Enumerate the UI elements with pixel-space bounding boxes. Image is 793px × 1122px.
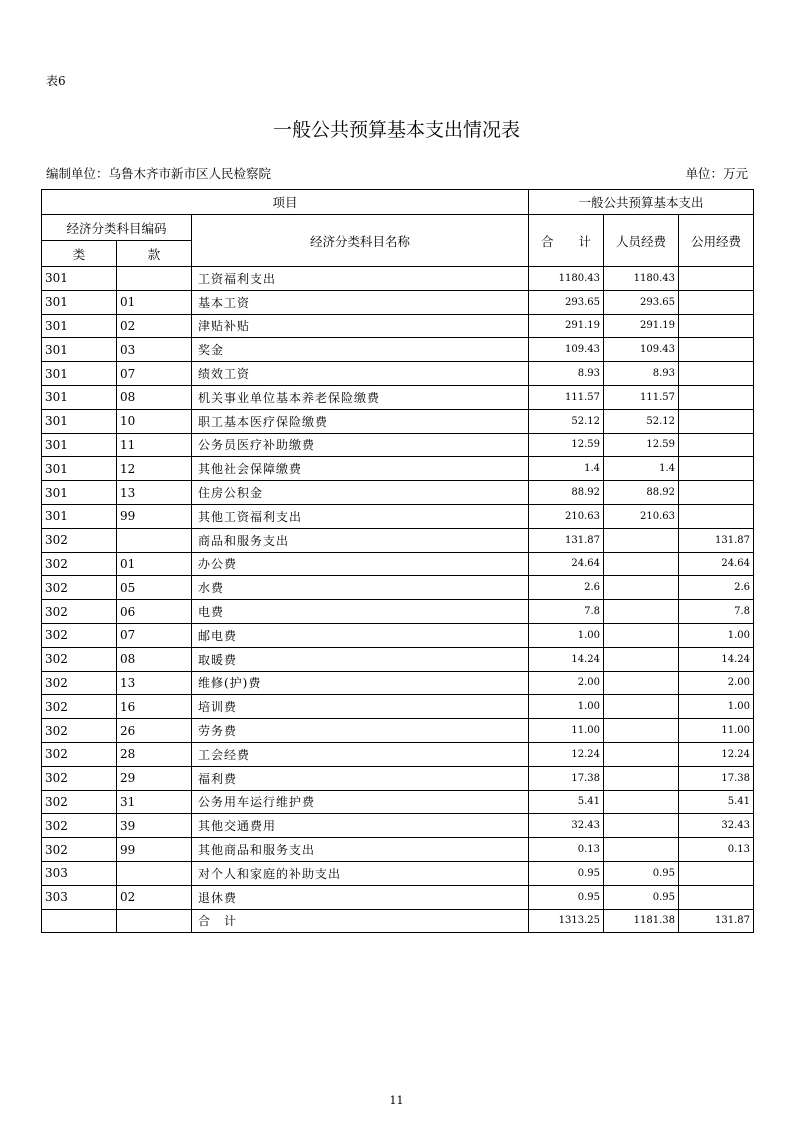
table-row bbox=[42, 481, 754, 505]
item-cell: 01 bbox=[117, 552, 192, 576]
public-cell bbox=[679, 409, 754, 433]
item-cell: 13 bbox=[117, 481, 192, 505]
item-cell: 08 bbox=[117, 385, 192, 409]
personnel-cell: 109.43 bbox=[604, 338, 679, 362]
personnel-cell: 88.92 bbox=[604, 481, 679, 505]
header-category: 类 bbox=[42, 241, 117, 267]
public-cell: 0.13 bbox=[679, 838, 754, 862]
personnel-cell: 1180.43 bbox=[604, 267, 679, 291]
total-cell: 109.43 bbox=[529, 338, 604, 362]
personnel-cell: 293.65 bbox=[604, 290, 679, 314]
econ-name-cell: 福利费 bbox=[192, 766, 529, 790]
public-cell bbox=[679, 267, 754, 291]
econ-name-cell: 培训费 bbox=[192, 695, 529, 719]
public-cell: 24.64 bbox=[679, 552, 754, 576]
econ-name-cell: 其他商品和服务支出 bbox=[192, 838, 529, 862]
personnel-cell bbox=[604, 742, 679, 766]
category-cell: 301 bbox=[42, 457, 117, 481]
public-cell bbox=[679, 457, 754, 481]
category-cell: 302 bbox=[42, 790, 117, 814]
personnel-cell: 0.95 bbox=[604, 861, 679, 885]
personnel-cell: 52.12 bbox=[604, 409, 679, 433]
category-cell: 301 bbox=[42, 385, 117, 409]
public-cell bbox=[679, 885, 754, 909]
personnel-cell: 1181.38 bbox=[604, 909, 679, 933]
item-cell: 06 bbox=[117, 600, 192, 624]
public-cell bbox=[679, 481, 754, 505]
category-cell: 302 bbox=[42, 742, 117, 766]
personnel-cell: 111.57 bbox=[604, 385, 679, 409]
total-cell: 2.6 bbox=[529, 576, 604, 600]
total-cell: 2.00 bbox=[529, 671, 604, 695]
category-cell: 301 bbox=[42, 481, 117, 505]
expenditure-table bbox=[41, 189, 754, 933]
table-row bbox=[42, 504, 754, 528]
item-cell: 31 bbox=[117, 790, 192, 814]
table-row bbox=[42, 695, 754, 719]
table-row bbox=[42, 766, 754, 790]
econ-name-cell: 取暖费 bbox=[192, 647, 529, 671]
total-cell: 17.38 bbox=[529, 766, 604, 790]
econ-name-cell: 劳务费 bbox=[192, 719, 529, 743]
public-cell: 5.41 bbox=[679, 790, 754, 814]
personnel-cell: 8.93 bbox=[604, 362, 679, 386]
econ-name-cell: 维修(护)费 bbox=[192, 671, 529, 695]
public-cell: 2.6 bbox=[679, 576, 754, 600]
econ-name-cell: 其他工资福利支出 bbox=[192, 504, 529, 528]
table-row bbox=[42, 600, 754, 624]
public-cell bbox=[679, 433, 754, 457]
category-cell: 302 bbox=[42, 671, 117, 695]
personnel-cell bbox=[604, 790, 679, 814]
personnel-cell bbox=[604, 766, 679, 790]
category-cell: 302 bbox=[42, 838, 117, 862]
page-title: 一般公共预算基本支出情况表 bbox=[272, 119, 520, 141]
public-cell: 14.24 bbox=[679, 647, 754, 671]
econ-name-cell: 工会经费 bbox=[192, 742, 529, 766]
total-cell: 7.8 bbox=[529, 600, 604, 624]
item-cell: 03 bbox=[117, 338, 192, 362]
public-cell: 1.00 bbox=[679, 695, 754, 719]
econ-name-cell: 其他社会保障缴费 bbox=[192, 457, 529, 481]
econ-name-cell: 其他交通费用 bbox=[192, 814, 529, 838]
public-cell bbox=[679, 338, 754, 362]
category-cell: 302 bbox=[42, 600, 117, 624]
econ-name-cell: 退休费 bbox=[192, 885, 529, 909]
table-row bbox=[42, 290, 754, 314]
item-cell: 16 bbox=[117, 695, 192, 719]
item-cell: 99 bbox=[117, 838, 192, 862]
table-row bbox=[42, 742, 754, 766]
category-cell: 302 bbox=[42, 766, 117, 790]
total-cell: 1.00 bbox=[529, 695, 604, 719]
table-row bbox=[42, 861, 754, 885]
econ-name-cell: 邮电费 bbox=[192, 623, 529, 647]
item-cell: 05 bbox=[117, 576, 192, 600]
category-cell: 301 bbox=[42, 267, 117, 291]
header-personnel: 人员经费 bbox=[604, 215, 679, 267]
category-cell: 302 bbox=[42, 814, 117, 838]
total-cell: 1313.25 bbox=[529, 909, 604, 933]
header-public: 公用经费 bbox=[679, 215, 754, 267]
table-number: 表6 bbox=[46, 74, 66, 88]
total-cell: 210.63 bbox=[529, 504, 604, 528]
public-cell: 1.00 bbox=[679, 623, 754, 647]
personnel-cell bbox=[604, 671, 679, 695]
category-cell: 302 bbox=[42, 528, 117, 552]
header-econ-name: 经济分类科目名称 bbox=[192, 215, 529, 267]
category-cell: 301 bbox=[42, 433, 117, 457]
table-row bbox=[42, 528, 754, 552]
item-cell bbox=[117, 267, 192, 291]
table-row bbox=[42, 647, 754, 671]
item-cell: 12 bbox=[117, 457, 192, 481]
econ-name-cell: 住房公积金 bbox=[192, 481, 529, 505]
table-row bbox=[42, 885, 754, 909]
item-cell: 02 bbox=[117, 314, 192, 338]
table-row bbox=[42, 362, 754, 386]
public-cell bbox=[679, 314, 754, 338]
category-cell: 301 bbox=[42, 504, 117, 528]
econ-name-cell: 公务员医疗补助缴费 bbox=[192, 433, 529, 457]
personnel-cell: 1.4 bbox=[604, 457, 679, 481]
table-row bbox=[42, 814, 754, 838]
compiling-unit: 编制单位：乌鲁木齐市新市区人民检察院 bbox=[46, 166, 272, 181]
public-cell bbox=[679, 504, 754, 528]
item-cell: 02 bbox=[117, 885, 192, 909]
category-cell bbox=[42, 909, 117, 933]
total-cell: 0.95 bbox=[529, 885, 604, 909]
category-cell: 302 bbox=[42, 695, 117, 719]
item-cell: 08 bbox=[117, 647, 192, 671]
page-number: 11 bbox=[389, 1094, 404, 1107]
category-cell: 302 bbox=[42, 623, 117, 647]
econ-name-cell: 办公费 bbox=[192, 552, 529, 576]
category-cell: 303 bbox=[42, 861, 117, 885]
public-cell: 32.43 bbox=[679, 814, 754, 838]
total-cell: 1180.43 bbox=[529, 267, 604, 291]
total-cell: 8.93 bbox=[529, 362, 604, 386]
econ-name-cell: 绩效工资 bbox=[192, 362, 529, 386]
total-cell: 5.41 bbox=[529, 790, 604, 814]
item-cell bbox=[117, 528, 192, 552]
total-cell: 1.4 bbox=[529, 457, 604, 481]
category-cell: 301 bbox=[42, 338, 117, 362]
personnel-cell bbox=[604, 838, 679, 862]
table-row bbox=[42, 790, 754, 814]
total-cell: 0.13 bbox=[529, 838, 604, 862]
category-cell: 301 bbox=[42, 409, 117, 433]
item-cell bbox=[117, 909, 192, 933]
public-cell: 2.00 bbox=[679, 671, 754, 695]
personnel-cell: 0.95 bbox=[604, 885, 679, 909]
item-cell: 10 bbox=[117, 409, 192, 433]
total-cell: 12.59 bbox=[529, 433, 604, 457]
item-cell: 01 bbox=[117, 290, 192, 314]
public-cell: 17.38 bbox=[679, 766, 754, 790]
total-cell: 131.87 bbox=[529, 528, 604, 552]
total-cell: 32.43 bbox=[529, 814, 604, 838]
table-row bbox=[42, 671, 754, 695]
table-row bbox=[42, 576, 754, 600]
header-project: 项目 bbox=[42, 190, 529, 215]
public-cell bbox=[679, 385, 754, 409]
header-item: 款 bbox=[117, 241, 192, 267]
econ-name-cell: 对个人和家庭的补助支出 bbox=[192, 861, 529, 885]
public-cell: 7.8 bbox=[679, 600, 754, 624]
table-row bbox=[42, 838, 754, 862]
personnel-cell bbox=[604, 814, 679, 838]
item-cell bbox=[117, 861, 192, 885]
personnel-cell bbox=[604, 528, 679, 552]
personnel-cell bbox=[604, 719, 679, 743]
category-cell: 302 bbox=[42, 576, 117, 600]
public-cell: 131.87 bbox=[679, 528, 754, 552]
personnel-cell bbox=[604, 576, 679, 600]
table-row bbox=[42, 433, 754, 457]
table-row bbox=[42, 385, 754, 409]
econ-name-cell: 职工基本医疗保险缴费 bbox=[192, 409, 529, 433]
public-cell bbox=[679, 362, 754, 386]
category-cell: 302 bbox=[42, 647, 117, 671]
public-cell: 12.24 bbox=[679, 742, 754, 766]
table-row bbox=[42, 409, 754, 433]
personnel-cell: 210.63 bbox=[604, 504, 679, 528]
table-row bbox=[42, 267, 754, 291]
total-cell: 111.57 bbox=[529, 385, 604, 409]
item-cell: 07 bbox=[117, 362, 192, 386]
total-cell: 11.00 bbox=[529, 719, 604, 743]
category-cell: 303 bbox=[42, 885, 117, 909]
item-cell: 13 bbox=[117, 671, 192, 695]
total-cell: 12.24 bbox=[529, 742, 604, 766]
table-row bbox=[42, 457, 754, 481]
econ-name-cell: 合 计 bbox=[192, 909, 529, 933]
table-row bbox=[42, 909, 754, 933]
total-cell: 1.00 bbox=[529, 623, 604, 647]
total-cell: 291.19 bbox=[529, 314, 604, 338]
econ-name-cell: 奖金 bbox=[192, 338, 529, 362]
econ-name-cell: 工资福利支出 bbox=[192, 267, 529, 291]
personnel-cell: 291.19 bbox=[604, 314, 679, 338]
item-cell: 11 bbox=[117, 433, 192, 457]
category-cell: 301 bbox=[42, 290, 117, 314]
econ-name-cell: 基本工资 bbox=[192, 290, 529, 314]
currency-unit: 单位：万元 bbox=[685, 166, 748, 181]
total-cell: 88.92 bbox=[529, 481, 604, 505]
personnel-cell: 12.59 bbox=[604, 433, 679, 457]
header-basic-expenditure: 一般公共预算基本支出 bbox=[529, 190, 754, 215]
econ-name-cell: 水费 bbox=[192, 576, 529, 600]
public-cell: 11.00 bbox=[679, 719, 754, 743]
header-econ-code: 经济分类科目编码 bbox=[42, 215, 192, 241]
item-cell: 26 bbox=[117, 719, 192, 743]
econ-name-cell: 商品和服务支出 bbox=[192, 528, 529, 552]
item-cell: 39 bbox=[117, 814, 192, 838]
total-cell: 0.95 bbox=[529, 861, 604, 885]
category-cell: 301 bbox=[42, 314, 117, 338]
table-row bbox=[42, 719, 754, 743]
total-cell: 14.24 bbox=[529, 647, 604, 671]
econ-name-cell: 津贴补贴 bbox=[192, 314, 529, 338]
table-row bbox=[42, 623, 754, 647]
public-cell bbox=[679, 861, 754, 885]
total-cell: 52.12 bbox=[529, 409, 604, 433]
item-cell: 28 bbox=[117, 742, 192, 766]
total-cell: 24.64 bbox=[529, 552, 604, 576]
public-cell: 131.87 bbox=[679, 909, 754, 933]
personnel-cell bbox=[604, 600, 679, 624]
public-cell bbox=[679, 290, 754, 314]
total-cell: 293.65 bbox=[529, 290, 604, 314]
table-row bbox=[42, 338, 754, 362]
table-row bbox=[42, 552, 754, 576]
category-cell: 302 bbox=[42, 719, 117, 743]
item-cell: 07 bbox=[117, 623, 192, 647]
category-cell: 302 bbox=[42, 552, 117, 576]
personnel-cell bbox=[604, 695, 679, 719]
item-cell: 29 bbox=[117, 766, 192, 790]
header-total: 合 计 bbox=[529, 215, 604, 267]
personnel-cell bbox=[604, 647, 679, 671]
personnel-cell bbox=[604, 623, 679, 647]
table-row bbox=[42, 314, 754, 338]
econ-name-cell: 机关事业单位基本养老保险缴费 bbox=[192, 385, 529, 409]
personnel-cell bbox=[604, 552, 679, 576]
item-cell: 99 bbox=[117, 504, 192, 528]
category-cell: 301 bbox=[42, 362, 117, 386]
econ-name-cell: 电费 bbox=[192, 600, 529, 624]
econ-name-cell: 公务用车运行维护费 bbox=[192, 790, 529, 814]
